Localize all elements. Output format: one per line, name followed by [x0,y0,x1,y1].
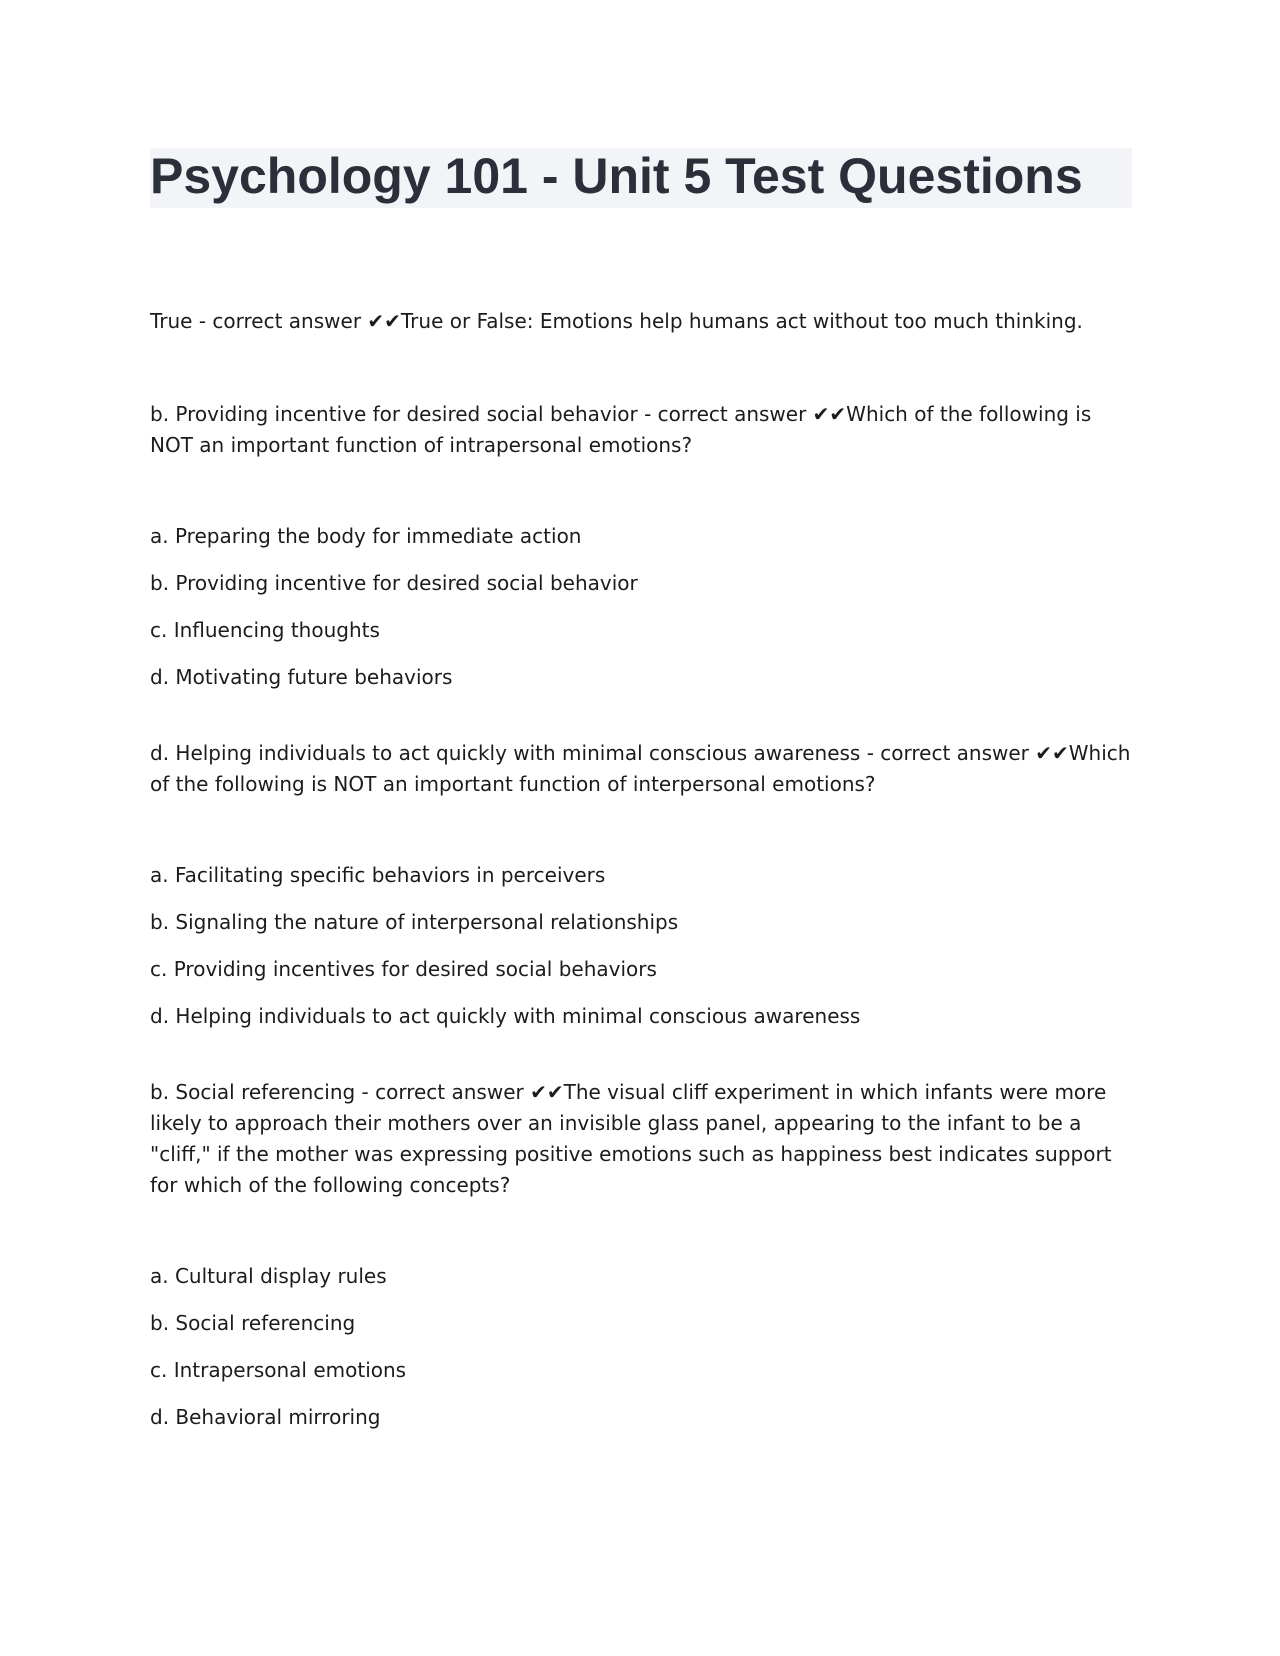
question-answer-1: True - correct answer ✔✔True or False: Emotions help humans act without too much thinking. [150,309,1083,333]
option-list-3 [150,860,1132,1048]
option-4c: c. Intrapersonal emotions [150,1358,407,1382]
option-list-2 [150,521,1132,709]
option-2b: b. Providing incentive for desired social behavior [150,571,638,595]
question-answer-3: d. Helping individuals to act quickly with minimal conscious awareness - correct answer ✔✔Which of the following is NOT an important function of interpersonal emotions? [150,741,1131,796]
option-3b: b. Signaling the nature of interpersonal relationships [150,910,679,934]
option-2d: d. Motivating future behaviors [150,665,453,689]
document-page [150,148,1132,1449]
title-band [150,148,1132,208]
option-4a: a. Cultural display rules [150,1264,387,1288]
option-2c: c. Influencing thoughts [150,618,380,642]
question-answer-2: b. Providing incentive for desired social behavior - correct answer ✔✔Which of the following is NOT an important function of intrapersonal emotions? [150,402,1092,457]
option-list-4 [150,1261,1132,1449]
option-2a: a. Preparing the body for immediate action [150,524,582,548]
option-3d: d. Helping individuals to act quickly with minimal conscious awareness [150,1004,861,1028]
option-3c: c. Providing incentives for desired social behaviors [150,957,657,981]
option-3a: a. Facilitating specific behaviors in perceivers [150,863,606,887]
question-answer-4: b. Social referencing - correct answer ✔✔The visual cliff experiment in which infants were more likely to approach their mothers over an invisible glass panel, appearing to the infant to be a "cliff," if the mother was expressing positive emotions such as happiness best indicates support for which of the following concepts? [150,1080,1112,1197]
question-list [150,306,1132,1449]
option-4b: b. Social referencing [150,1311,356,1335]
option-4d: d. Behavioral mirroring [150,1405,381,1429]
page-title: Psychology 101 - Unit 5 Test Questions [150,148,1083,204]
